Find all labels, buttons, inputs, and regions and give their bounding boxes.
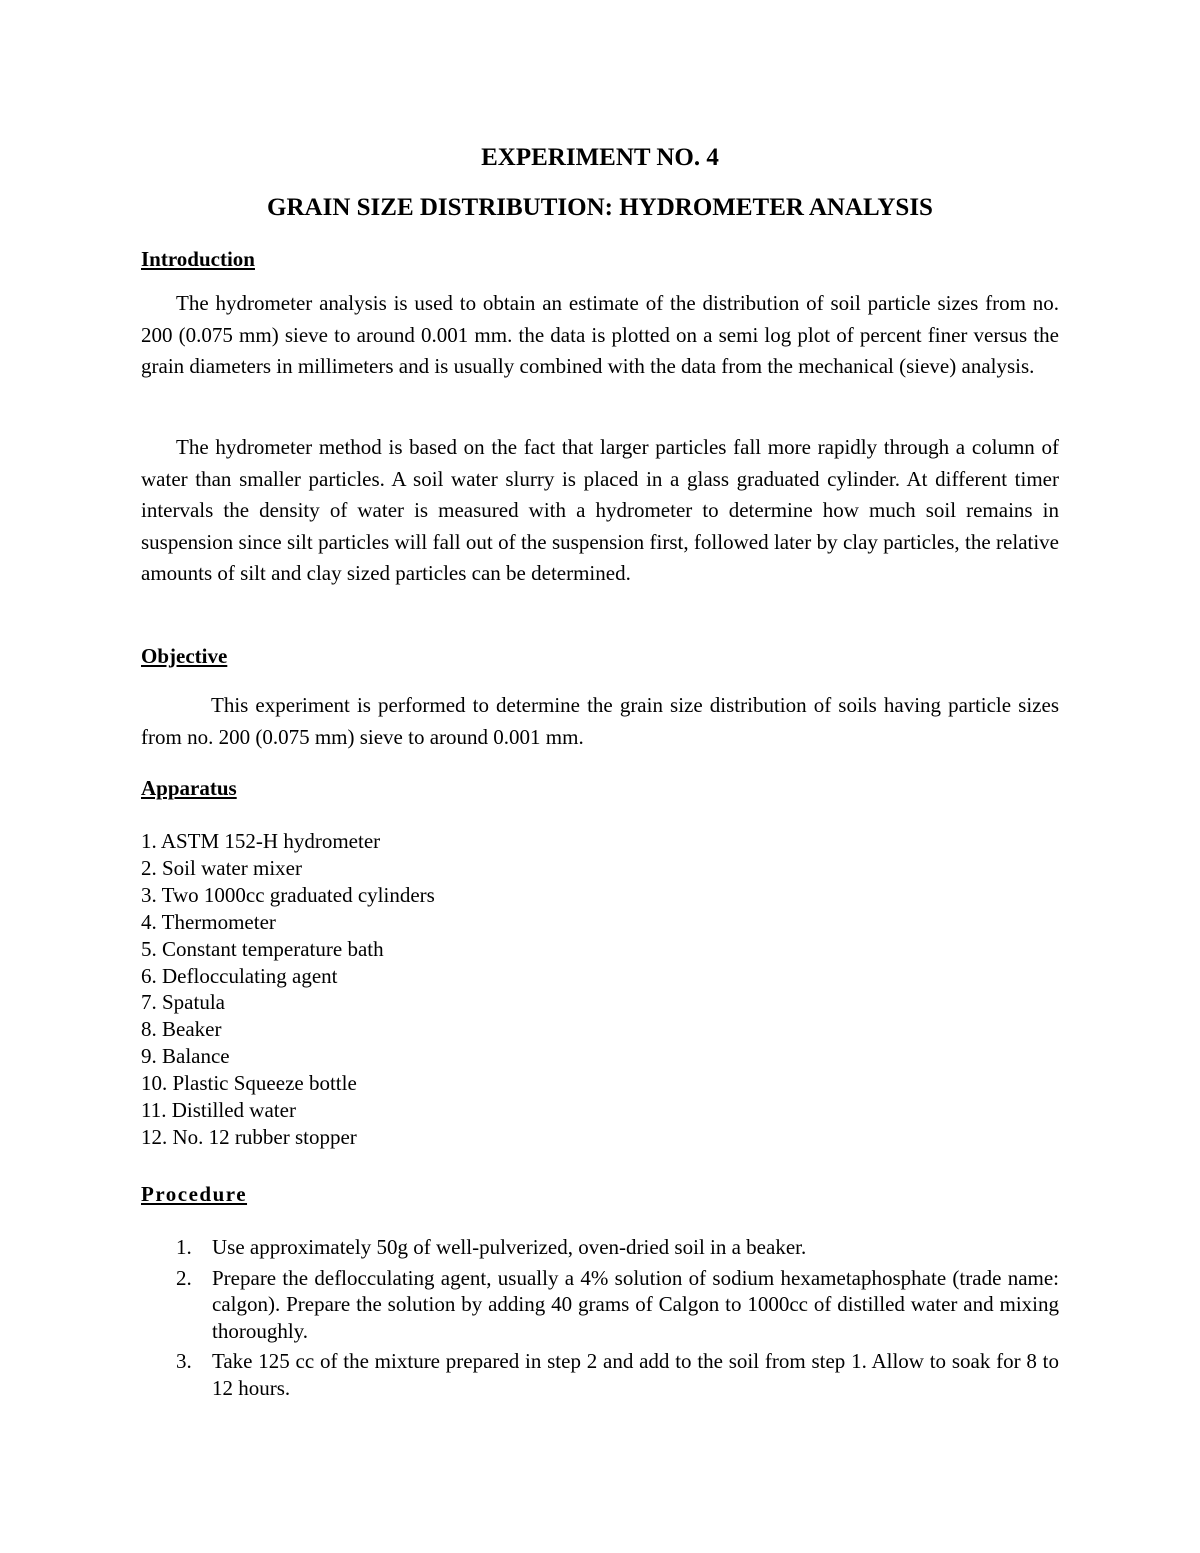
objective-paragraph: This experiment is performed to determine the grain size distribution of soils having particle sizes from no. 200 (0.075 mm) sieve to around 0.001 mm. — [141, 693, 1059, 749]
procedure-step-text: Use approximately 50g of well-pulverized, oven-dried soil in a beaker. — [212, 1235, 807, 1259]
procedure-list — [141, 1234, 1059, 1405]
apparatus-item: 10. Plastic Squeeze bottle — [141, 1071, 357, 1096]
procedure-step-number: 2. — [176, 1265, 192, 1290]
introduction-heading: Introduction — [141, 247, 255, 271]
procedure-heading: Procedure — [141, 1182, 248, 1206]
apparatus-list — [141, 828, 741, 1151]
apparatus-item: 11. Distilled water — [141, 1098, 296, 1123]
apparatus-heading: Apparatus — [141, 776, 237, 800]
procedure-step-number: 1. — [176, 1235, 192, 1259]
objective-heading: Objective — [141, 644, 228, 668]
procedure-step — [141, 1348, 1059, 1401]
apparatus-item: 5. Constant temperature bath — [141, 936, 384, 961]
apparatus-item: 2. Soil water mixer — [141, 855, 302, 880]
apparatus-item: 3. Two 1000cc graduated cylinders — [141, 882, 435, 907]
document-title: EXPERIMENT NO. 4 — [481, 144, 719, 171]
document-page — [141, 0, 1059, 1553]
apparatus-item: 9. Balance — [141, 1044, 230, 1069]
introduction-paragraph-1: The hydrometer analysis is used to obtain an estimate of the distribution of soil particle sizes from no. 200 (0.075 mm) sieve to around 0.001 mm. the data is plotted on a semi log plot of percent finer versus the grain diameters in millimeters and is usually combined with the data from the mechanical (sieve) analysis. — [141, 291, 1059, 378]
procedure-step — [141, 1234, 1059, 1261]
apparatus-item: 6. Deflocculating agent — [141, 963, 338, 988]
document-subtitle: GRAIN SIZE DISTRIBUTION: HYDROMETER ANALYSIS — [267, 194, 933, 221]
apparatus-item: 4. Thermometer — [141, 909, 276, 934]
apparatus-item: 8. Beaker — [141, 1017, 222, 1042]
introduction-paragraph-2: The hydrometer method is based on the fact that larger particles fall more rapidly through a column of water than smaller particles. A soil water slurry is placed in a glass graduated cylinder. At different timer intervals the density of water is measured with a hydrometer to determine how much soil remains in suspension since silt particles will fall out of the suspension first, followed later by clay particles, the relative amounts of silt and clay sized particles can be determined. — [141, 435, 1059, 585]
apparatus-item: 7. Spatula — [141, 990, 225, 1015]
procedure-step-number: 3. — [176, 1349, 192, 1373]
apparatus-item: 1. ASTM 152-H hydrometer — [141, 829, 381, 853]
procedure-step-text: Prepare the deflocculating agent, usually a 4% solution of sodium hexametaphosphate (trade name: calgon). Prepare the solution by adding 40 grams of Calgon to 1000cc of distilled water and mixing thoroughly. — [212, 1265, 1059, 1343]
procedure-step-text: Take 125 cc of the mixture prepared in step 2 and add to the soil from step 1. Allow to soak for 8 to 12 hours. — [212, 1349, 1059, 1400]
apparatus-item: 12. No. 12 rubber stopper — [141, 1124, 357, 1149]
procedure-step — [141, 1265, 1059, 1345]
